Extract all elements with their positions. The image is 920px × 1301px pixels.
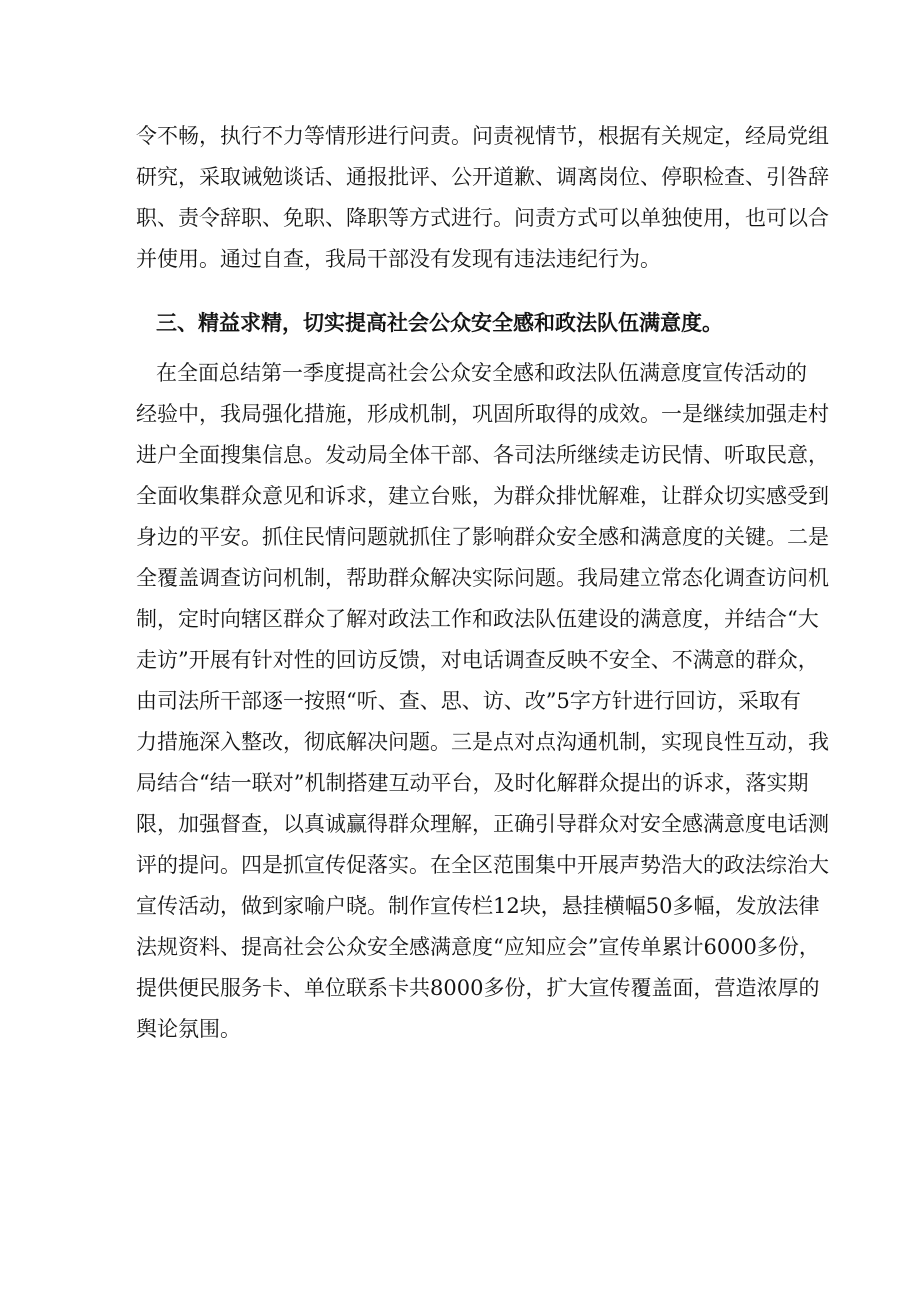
paragraph-line: 经验中，我局强化措施，形成机制，巩固所取得的成效。一是继续加强走村 xyxy=(136,402,829,426)
paragraph-line: 并使用。通过自查，我局干部没有发现有违法违纪行为。 xyxy=(136,247,661,271)
paragraph-line: 身边的平安。抓住民情问题就抓住了影响群众安全感和满意度的关键。二是 xyxy=(136,525,829,549)
paragraph-line: 限，加强督查，以真诚赢得群众理解，正确引导群众对安全感满意度电话测 xyxy=(136,812,829,836)
paragraph-line: 职、责令辞职、免职、降职等方式进行。问责方式可以单独使用，也可以合 xyxy=(136,206,829,230)
paragraph-line: 宣传活动，做到家喻户晓。制作宣传栏12块，悬挂横幅50多幅，发放法律 xyxy=(136,894,820,918)
paragraph-line: 在全面总结第一季度提高社会公众安全感和政法队伍满意度宣传活动的 xyxy=(156,361,807,385)
paragraph-line: 局结合“结一联对”机制搭建互动平台，及时化解群众提出的诉求，落实期 xyxy=(136,771,809,795)
paragraph-line: 全面收集群众意见和诉求，建立台账，为群众排忧解难，让群众切实感受到 xyxy=(136,484,829,508)
paragraph-line: 评的提问。四是抓宣传促落实。在全区范围集中开展声势浩大的政法综治大 xyxy=(136,853,829,877)
paragraph-line: 法规资料、提高社会公众安全感满意度“应知应会”宣传单累计6000多份， xyxy=(136,935,820,959)
paragraph-line: 令不畅，执行不力等情形进行问责。问责视情节，根据有关规定，经局党组 xyxy=(136,124,829,148)
section-heading: 三、精益求精，切实提高社会公众安全感和政法队伍满意度。 xyxy=(156,310,723,335)
paragraph-line: 走访”开展有针对性的回访反馈，对电话调查反映不安全、不满意的群众， xyxy=(136,648,819,672)
paragraph-line: 舆论氛围。 xyxy=(136,1017,241,1041)
paragraph-line: 制，定时向辖区群众了解对政法工作和政法队伍建设的满意度，并结合“大 xyxy=(136,607,819,631)
paragraph-line: 提供便民服务卡、单位联系卡共8000多份，扩大宣传覆盖面，营造浓厚的 xyxy=(136,976,820,1000)
paragraph-line: 全覆盖调查访问机制，帮助群众解决实际问题。我局建立常态化调查访问机 xyxy=(136,566,829,590)
paragraph-line: 由司法所干部逐一按照“听、查、思、访、改”5字方针进行回访，采取有 xyxy=(136,689,801,713)
paragraph-line: 研究，采取诫勉谈话、通报批评、公开道歉、调离岗位、停职检查、引咎辞 xyxy=(136,165,829,189)
paragraph-line: 力措施深入整改，彻底解决问题。三是点对点沟通机制，实现良性互动，我 xyxy=(136,730,829,754)
paragraph-line: 进户全面搜集信息。发动局全体干部、各司法所继续走访民情、听取民意， xyxy=(136,443,829,467)
